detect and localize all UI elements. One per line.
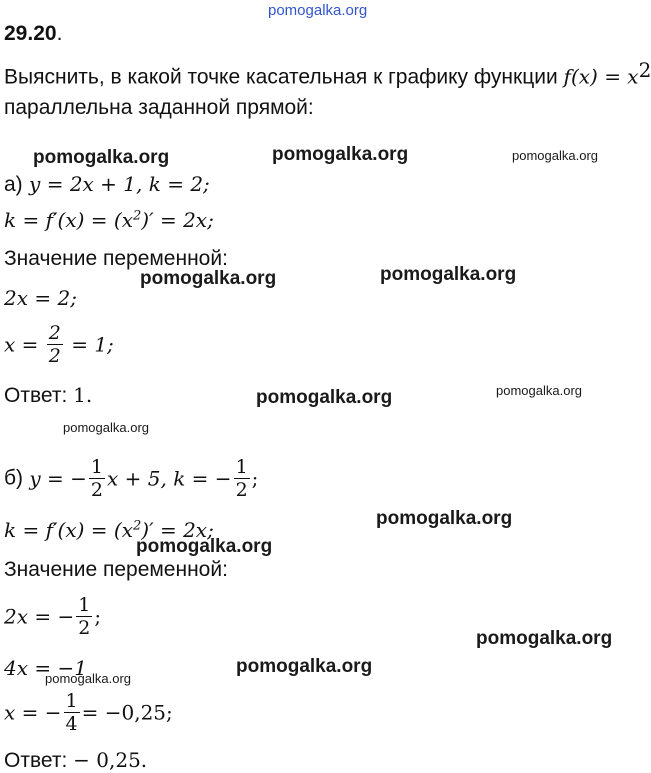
watermark: pomogalka.org: [140, 268, 277, 289]
part-b-x-den: 4: [65, 713, 78, 735]
watermark-top: pomogalka.org: [268, 2, 368, 19]
part-a-derivative-rhs: )′ = 2x;: [141, 208, 214, 232]
watermark: pomogalka.org: [136, 536, 273, 557]
part-a-frac-den: 2: [48, 345, 61, 367]
part-b-y-prefix: y = −: [29, 466, 87, 491]
part-b-k-fraction: [234, 456, 250, 501]
part-a-label: а): [4, 173, 23, 196]
part-b-slope-num: 1: [90, 456, 104, 478]
part-b-x-solution: [4, 690, 173, 735]
part-a-derivative: [4, 208, 214, 232]
part-b-k-den: 2: [235, 479, 248, 501]
watermark: pomogalka.org: [63, 420, 149, 435]
part-b-derivative-exp: 2: [132, 518, 142, 534]
part-b-label: б): [4, 466, 24, 490]
watermark: pomogalka.org: [476, 628, 613, 649]
part-b-k-num: 1: [235, 456, 248, 478]
watermark: pomogalka.org: [256, 387, 393, 408]
part-a-x-prefix: x =: [4, 332, 39, 357]
part-a-equation: y = 2x + 1, k = 2;: [29, 172, 210, 196]
part-b-eq1: [4, 594, 101, 639]
part-b-value-heading: Значение переменной:: [4, 558, 228, 581]
watermark: pomogalka.org: [33, 147, 170, 168]
part-b-x-suffix: = −0,25;: [81, 700, 173, 725]
part-a-answer: [4, 383, 92, 408]
problem-number-value: 29.20: [4, 22, 57, 45]
part-a-x-solution: [4, 322, 114, 367]
watermark: pomogalka.org: [380, 264, 517, 285]
part-b-eq1-end: ;: [94, 604, 102, 629]
part-b-answer-label: Ответ:: [4, 749, 68, 772]
part-a-line: [4, 172, 210, 197]
part-b-derivative-lhs: k = f′(x) = (x: [4, 518, 133, 542]
part-b-eq1-prefix: 2x = −: [4, 604, 75, 629]
problem-number-suffix: .: [56, 22, 63, 45]
task-function: f(x) = x: [563, 64, 639, 89]
part-b-slope-fraction: [89, 456, 105, 501]
task-function-exp: 2: [638, 58, 651, 82]
part-a-value-heading: Значение переменной:: [4, 247, 228, 270]
part-b-slope-den: 2: [90, 479, 104, 501]
part-a-eq1: 2x = 2;: [4, 286, 77, 310]
watermark: pomogalka.org: [236, 656, 373, 677]
watermark: pomogalka.org: [272, 144, 409, 165]
part-b-line: [4, 456, 258, 501]
part-b-k-end: ;: [251, 466, 259, 491]
part-b-eq1-num: 1: [78, 594, 91, 616]
part-b-x-num: 1: [65, 690, 78, 712]
task-text: Выяснить, в какой точке касательная к графику функции: [4, 65, 564, 89]
part-a-answer-value: 1.: [73, 383, 93, 407]
part-b-derivative-rhs: )′ = 2x;: [141, 518, 214, 542]
watermark: pomogalka.org: [512, 148, 598, 163]
part-b-eq2: 4x = −1: [4, 656, 87, 680]
part-a-x-suffix: = 1;: [71, 332, 114, 357]
part-b-eq1-fraction: [76, 594, 92, 639]
watermark: pomogalka.org: [496, 383, 582, 398]
part-b-y-suffix: x + 5, k = −: [107, 466, 232, 491]
part-a-derivative-lhs: k = f′(x) = (x: [4, 208, 133, 232]
part-a-frac-num: 2: [48, 322, 61, 344]
part-a-derivative-exp: 2: [132, 208, 142, 224]
task-line-1: [4, 58, 651, 89]
part-b-answer-value: − 0,25.: [73, 748, 148, 772]
part-b-x-prefix: x = −: [4, 700, 62, 725]
part-b-eq1-den: 2: [78, 617, 91, 639]
watermark: pomogalka.org: [376, 508, 513, 529]
watermark: pomogalka.org: [45, 671, 131, 686]
part-b-answer: [4, 748, 147, 773]
problem-number: [4, 22, 62, 46]
part-a-answer-label: Ответ:: [4, 384, 68, 407]
part-a-fraction: [47, 322, 63, 367]
task-line-2: параллельна заданной прямой:: [4, 96, 314, 119]
part-b-x-fraction: [64, 690, 80, 735]
